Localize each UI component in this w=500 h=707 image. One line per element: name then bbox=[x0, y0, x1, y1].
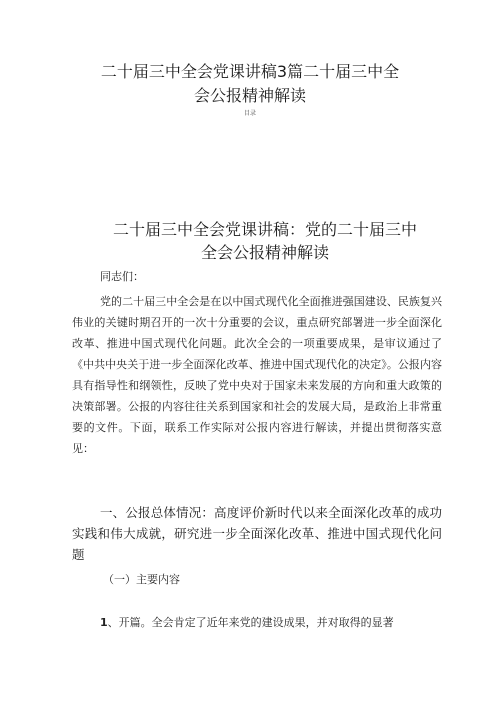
toc-label: 目录 bbox=[243, 110, 256, 117]
section-title: 二十届三中全会党课讲稿：党的二十届三中全会公报精神解读 bbox=[112, 220, 417, 262]
list-item bbox=[72, 612, 442, 633]
salutation: 同志们： bbox=[100, 270, 144, 283]
item-number: 1 bbox=[100, 616, 108, 629]
heading-level-1: 一、公报总体情况：高度评价新时代以来全面深化改革的成功实践和伟大成就，研究进一步全面深化改革、推进中国式现代化问题 bbox=[72, 505, 442, 562]
heading-level-2: （一）主要内容 bbox=[103, 573, 180, 586]
intro-paragraph: 党的二十届三中全会是在以中国式现代化全面推进强国建设、民族复兴伟业的关键时期召开的一次十分重要的会议，重点研究部署进一步全面深化改革、推进中国式现代化问题。此次全会的一项重要成果，是审议通过了《中共中央关于进一步全面深化改革、推进中国式现代化的决定》。公报内容具有指导性和纲领性，反映了党中央对于国家未来发展的方向和重大政策的决策部署。公报的内容往往关系到国家和社会的发展大局，是政治上非常重要的文件。下面，联系工作实际对公报内容进行解读，并提出贯彻落实意见： bbox=[72, 295, 442, 455]
document-title: 二十届三中全会党课讲稿3篇二十届三中全会公报精神解读 bbox=[100, 62, 400, 105]
item-text: 、开篇。全会肯定了近年来党的建设成果，并对取得的显著 bbox=[107, 616, 394, 629]
